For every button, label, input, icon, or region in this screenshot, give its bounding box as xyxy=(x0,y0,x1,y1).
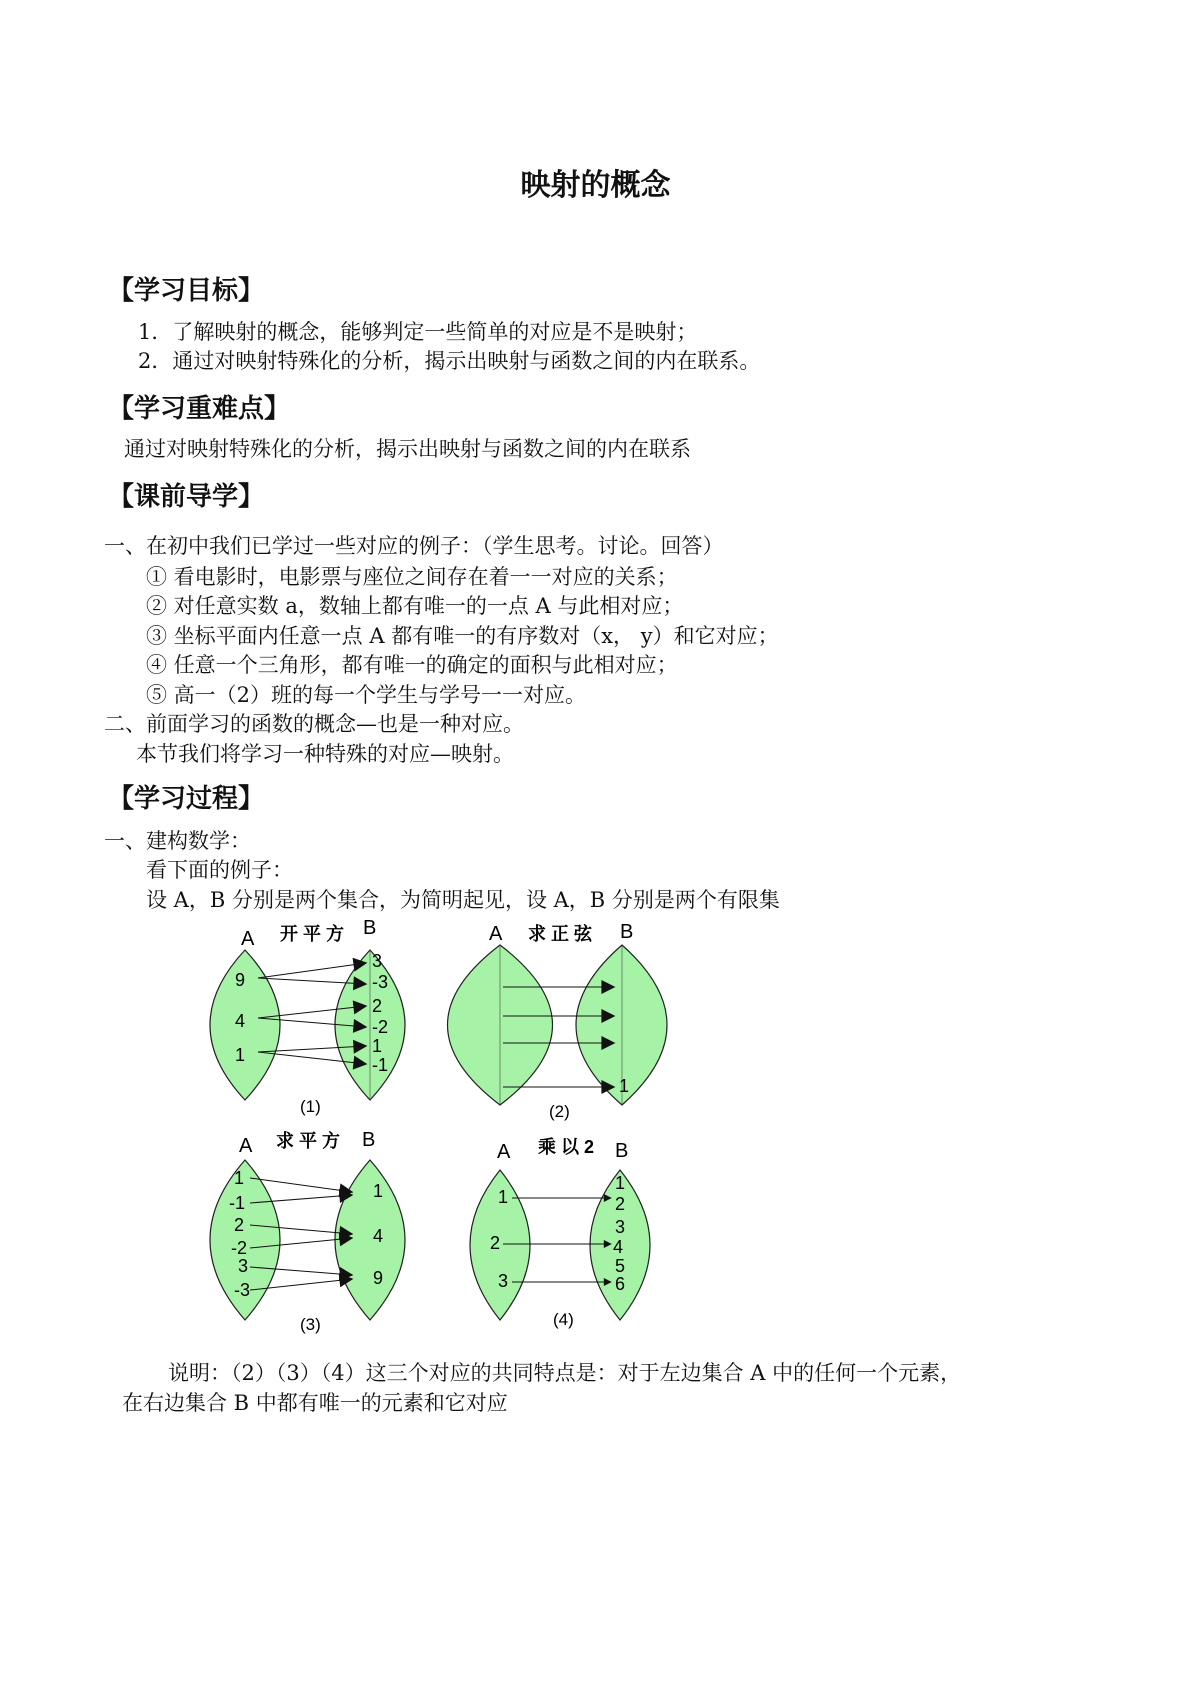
preview-example: ④ 任意一个三角形，都有唯一的确定的面积与此相对应； xyxy=(146,653,678,677)
objectives-heading: 【学习目标】 xyxy=(108,276,265,306)
set-b-shape xyxy=(335,1160,405,1320)
set-a-element: 1 xyxy=(234,1168,245,1188)
page-title: 映射的概念 xyxy=(520,168,671,203)
set-a-label: A xyxy=(489,923,503,945)
set-a-element: 3 xyxy=(238,1256,249,1276)
diagram-caption: (3) xyxy=(300,1315,321,1334)
preview-line: 二、前面学习的函数的概念—也是一种对应。 xyxy=(104,712,524,736)
operation-label: 求 平 方 xyxy=(276,1131,341,1151)
diagram-caption: (4) xyxy=(553,1310,574,1329)
set-b-element: 3 xyxy=(615,1217,626,1237)
set-a-element: 3 xyxy=(498,1271,509,1291)
operation-label: 乘 以 2 xyxy=(538,1137,595,1157)
diagram-1 xyxy=(210,917,405,1116)
preview-heading: 【课前导学】 xyxy=(108,482,265,512)
set-a-element: -3 xyxy=(234,1280,251,1300)
process-line: 一、建构数学： xyxy=(104,829,251,853)
set-b-element: 3 xyxy=(372,951,383,971)
set-b-label: B xyxy=(620,921,634,943)
set-a-label: A xyxy=(497,1141,511,1163)
process-line: 看下面的例子： xyxy=(146,858,293,882)
set-b-label: B xyxy=(362,1129,376,1151)
diagram-4 xyxy=(470,1136,650,1329)
process-line: 设 A，B 分别是两个集合，为简明起见，设 A，B 分别是两个有限集 xyxy=(146,888,780,912)
set-b-element: -2 xyxy=(372,1017,389,1037)
set-b-element: 4 xyxy=(613,1237,624,1257)
set-b-element: 2 xyxy=(372,996,383,1016)
set-a-element: 9 xyxy=(235,970,246,990)
set-b-element: 1 xyxy=(615,1173,626,1193)
set-b-element: 1 xyxy=(619,1076,630,1096)
operation-label: 开 平 方 xyxy=(280,924,345,944)
process-heading: 【学习过程】 xyxy=(108,784,265,814)
set-b-element: 2 xyxy=(615,1194,626,1214)
set-b-element: 5 xyxy=(615,1256,626,1276)
set-a-element: 2 xyxy=(234,1215,245,1235)
diagram-caption: (2) xyxy=(549,1102,570,1121)
objective-item: 1．了解映射的概念，能够判定一些简单的对应是不是映射； xyxy=(138,320,698,344)
preview-line: 一、在初中我们已学过一些对应的例子：（学生思考。讨论。回答） xyxy=(104,534,724,558)
set-b-element: 9 xyxy=(373,1268,384,1288)
set-a-element: 1 xyxy=(235,1045,246,1065)
set-a-label: A xyxy=(241,928,255,950)
set-a-label: A xyxy=(239,1135,253,1157)
set-b-element: -1 xyxy=(372,1055,389,1075)
note-line: 在右边集合 B 中都有唯一的元素和它对应 xyxy=(122,1391,508,1415)
diagram-3 xyxy=(210,1129,405,1334)
set-a-element: 2 xyxy=(490,1233,501,1253)
key-points-heading: 【学习重难点】 xyxy=(108,394,291,424)
set-b-label: B xyxy=(615,1140,629,1162)
preview-example: ③ 坐标平面内任意一点 A 都有唯一的有序数对（x， y）和它对应； xyxy=(146,624,779,648)
preview-example: ⑤ 高一（2）班的每一个学生与学号一一对应。 xyxy=(146,683,587,707)
set-b-label: B xyxy=(363,917,377,939)
set-a-element: 4 xyxy=(235,1011,246,1031)
preview-line: 本节我们将学习一种特殊的对应—映射。 xyxy=(136,742,514,766)
preview-example: ① 看电影时，电影票与座位之间存在着一一对应的关系； xyxy=(146,565,678,589)
diagram-2 xyxy=(448,921,668,1121)
preview-example: ② 对任意实数 a，数轴上都有唯一的一点 A 与此相对应； xyxy=(146,594,684,618)
note-line: 说明：（2）（3）（4）这三个对应的共同特点是：对于左边集合 A 中的任何一个元素， xyxy=(168,1361,962,1385)
objective-item: 2．通过对映射特殊化的分析，揭示出映射与函数之间的内在联系。 xyxy=(138,349,761,373)
set-b-element: 1 xyxy=(372,1036,383,1056)
set-b-element: -3 xyxy=(372,972,389,992)
set-a-element: -1 xyxy=(229,1193,246,1213)
set-b-element: 1 xyxy=(373,1181,384,1201)
diagram-caption: (1) xyxy=(300,1097,321,1116)
set-b-element: 4 xyxy=(373,1226,384,1246)
set-a-element: -2 xyxy=(231,1238,248,1258)
operation-label: 求 正 弦 xyxy=(528,924,593,944)
key-points-text: 通过对映射特殊化的分析，揭示出映射与函数之间的内在联系 xyxy=(124,437,691,461)
set-a-element: 1 xyxy=(498,1187,509,1207)
set-b-element: 6 xyxy=(615,1274,626,1294)
